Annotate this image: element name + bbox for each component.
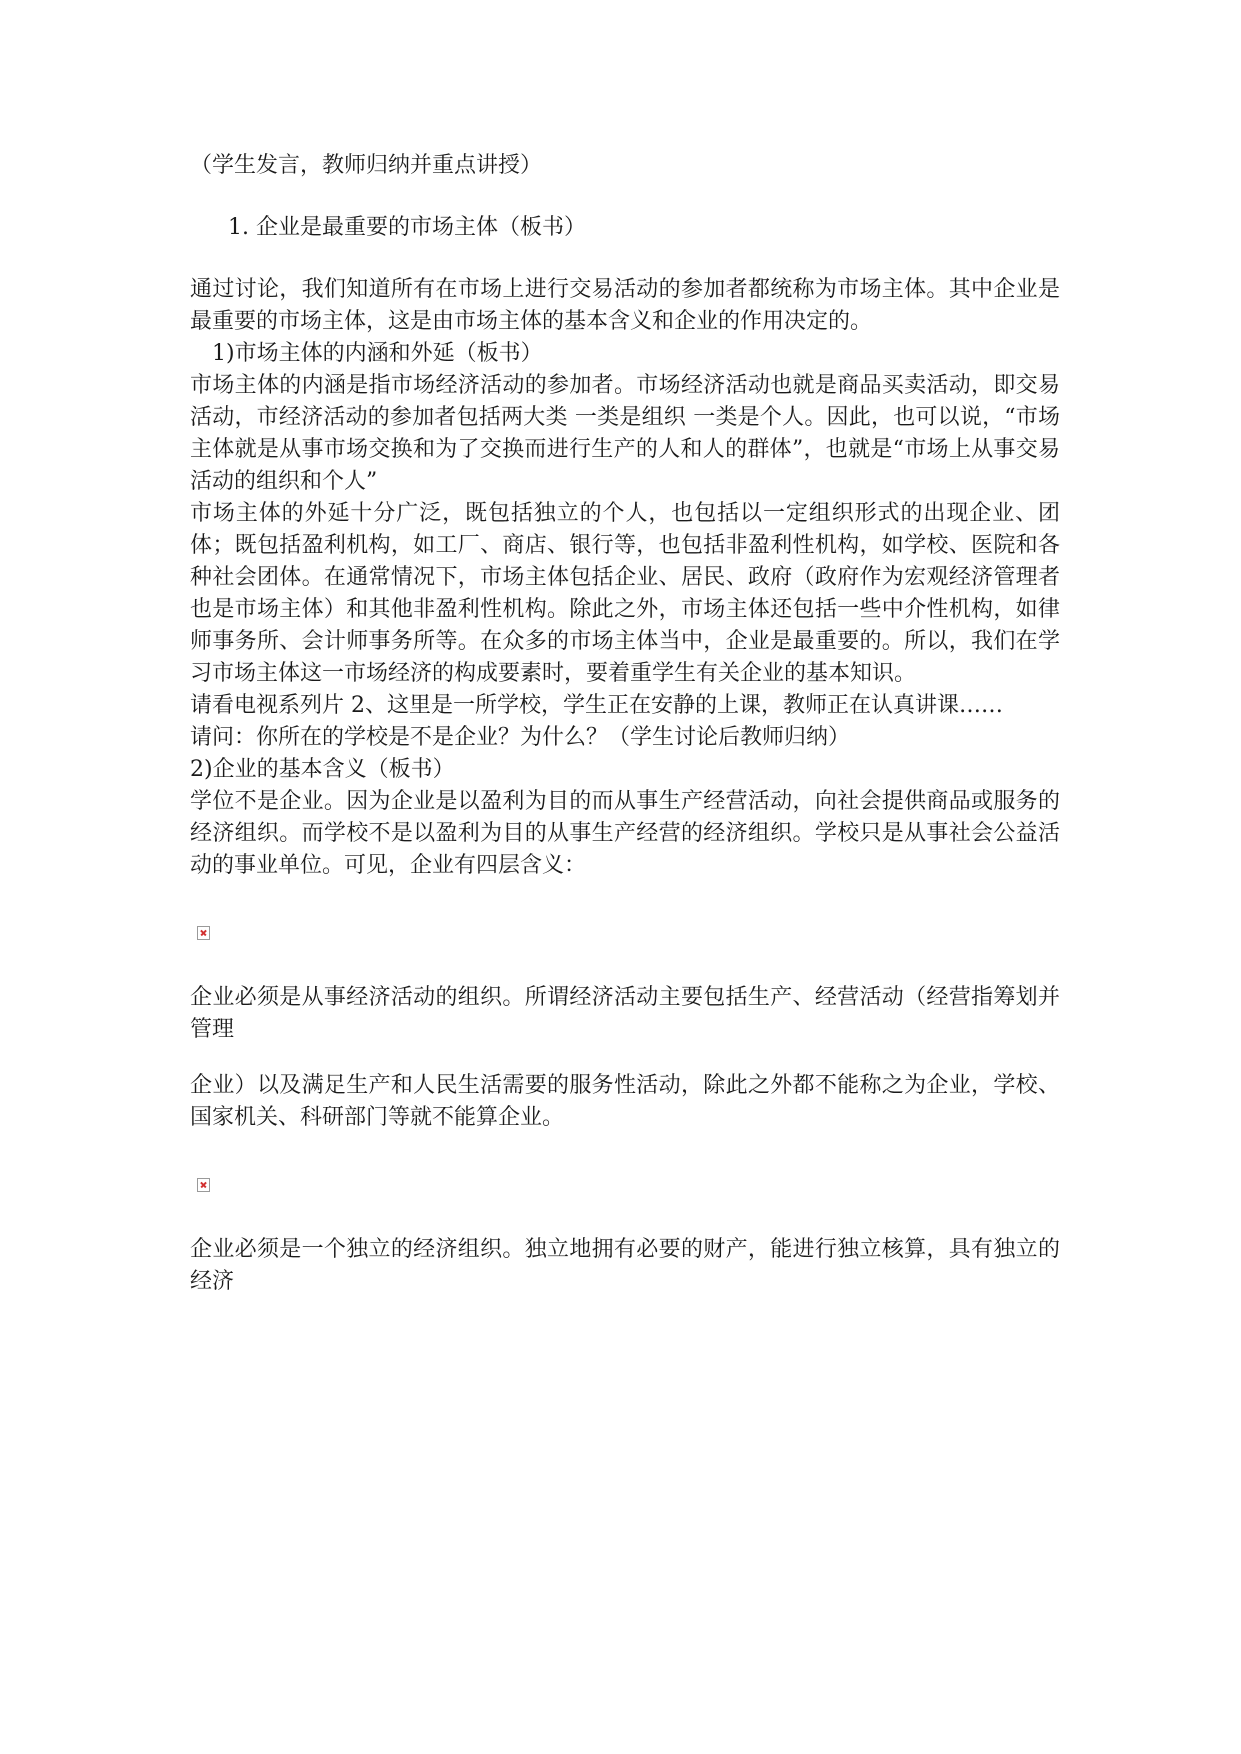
broken-image-icon xyxy=(197,926,210,940)
broken-image-icon xyxy=(197,1178,210,1192)
heading-enterprise-meaning: 2)企业的基本含义（板书） xyxy=(190,757,455,782)
broken-image-1 xyxy=(190,926,1060,940)
paragraph-discussion: 通过讨论，我们知道所有在市场上进行交易活动的参加者都统称为市场主体。其中企业是最重要的市场主体，这是由市场主体的基本含义和企业的作用决定的。 xyxy=(190,277,1060,334)
paragraph-connotation: 市场主体的内涵是指市场经济活动的参加者。市场经济活动也就是商品买卖活动，即交易活动，市经济活动的参加者包括两大类 一类是组织 一类是个人。因此，也可以说，“市场主体就是从事市场交换和为了交换而进行生产的人和人的群体”，也就是“市场上从事交易活动的组织和个人” xyxy=(190,373,1060,494)
paragraph-question: 请问：你所在的学校是不是企业？为什么？（学生讨论后教师归纳） xyxy=(190,725,851,750)
paragraph-economic-activity: 企业必须是从事经济活动的组织。所谓经济活动主要包括生产、经营活动（经营指筹划并管理 xyxy=(190,985,1060,1042)
paragraph-school-not-enterprise: 学位不是企业。因为企业是以盈利为目的而从事生产经营活动，向社会提供商品或服务的经济组织。而学校不是以盈利为目的从事生产经营的经济组织。学校只是从事社会公益活动的事业单位。可见，企业有四层含义： xyxy=(190,789,1060,878)
paragraph-tv-series: 请看电视系列片 2、这里是一所学校，学生正在安静的上课，教师正在认真讲课…… xyxy=(190,693,1003,718)
paragraph-intro: （学生发言，教师归纳并重点讲授） xyxy=(190,153,543,178)
paragraph-economic-activity-cont: 企业）以及满足生产和人民生活需要的服务性活动，除此之外都不能称之为企业，学校、国家机关、科研部门等就不能算企业。 xyxy=(190,1073,1060,1130)
paragraph-independent-organization: 企业必须是一个独立的经济组织。独立地拥有必要的财产，能进行独立核算，具有独立的经济 xyxy=(190,1237,1060,1294)
document-page xyxy=(190,150,1060,1298)
broken-image-2 xyxy=(190,1178,1060,1192)
heading-connotation-extension: 1)市场主体的内涵和外延（板书） xyxy=(212,341,543,366)
heading-enterprise-market-subject: 1. 企业是最重要的市场主体（板书） xyxy=(228,215,586,240)
paragraph-extension: 市场主体的外延十分广泛，既包括独立的个人，也包括以一定组织形式的出现企业、团体；既包括盈利机构，如工厂、商店、银行等，也包括非盈利性机构，如学校、医院和各种社会团体。在通常情况下，市场主体包括企业、居民、政府（政府作为宏观经济管理者也是市场主体）和其他非盈利性机构。除此之外，市场主体还包括一些中介性机构，如律师事务所、会计师事务所等。在众多的市场主体当中，企业是最重要的。所以，我们在学习市场主体这一市场经济的构成要素时，要着重学生有关企业的基本知识。 xyxy=(190,501,1060,686)
